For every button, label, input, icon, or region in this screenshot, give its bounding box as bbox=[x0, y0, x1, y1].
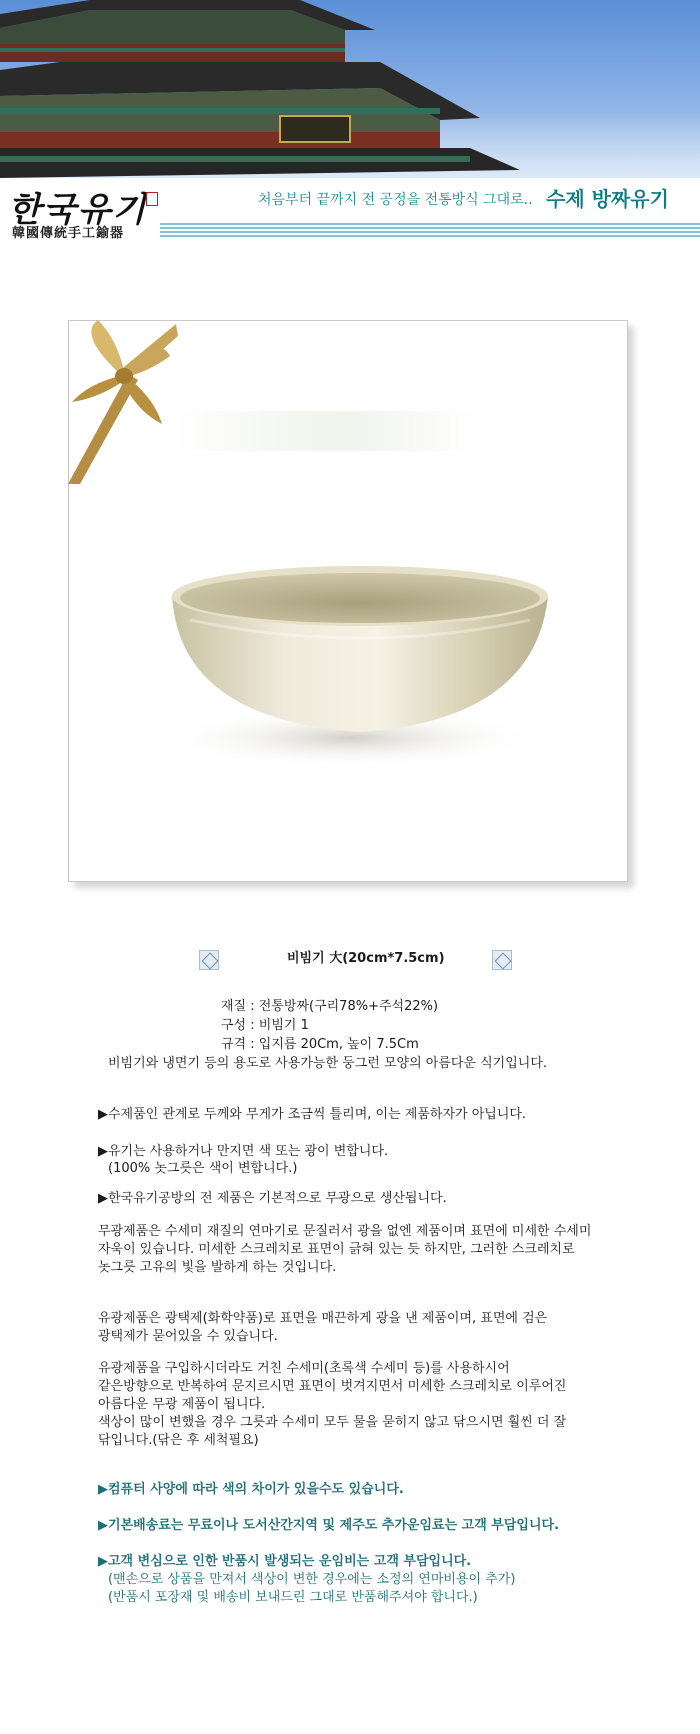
photo-highlight bbox=[175, 411, 475, 451]
ornament-icon bbox=[199, 950, 219, 970]
brass-bowl-image bbox=[150, 560, 570, 775]
footer-note-color: ▶컴퓨터 사양에 따라 색의 차이가 있을수도 있습니다. bbox=[98, 1482, 404, 1497]
footer-note-return: ▶고객 변심으로 인한 반품시 발생되는 운임비는 고객 부담입니다. bbox=[98, 1554, 472, 1569]
header-banner bbox=[0, 0, 700, 178]
care-paragraph-line: 닦입니다.(닦은 후 세척필요) bbox=[98, 1433, 259, 1448]
logo-text: 한국유기 bbox=[8, 190, 148, 230]
product-description: 비빔기와 냉면기 등의 용도로 사용가능한 둥그런 모양의 아름다운 식기입니다. bbox=[108, 1056, 548, 1071]
logo-subtitle: 韓國傳統手工鍮器 bbox=[12, 226, 125, 241]
care-paragraph-line: 아름다운 무광 제품이 됩니다. bbox=[98, 1397, 266, 1412]
notice-matte: ▶한국유기공방의 전 제품은 기본적으로 무광으로 생산됩니다. bbox=[98, 1191, 447, 1206]
matte-paragraph-line: 무광제품은 수세미 재질의 연마기로 문질러서 광을 없엔 제품이며 표면에 미세한 수세미 bbox=[98, 1224, 592, 1239]
product-material: 재질 : 전통방짜(구리78%+주석22%) bbox=[221, 999, 439, 1014]
footer-note-return-detail: (반품시 포장재 및 배송비 보내드린 그대로 반품해주셔야 합니다.) bbox=[108, 1590, 478, 1605]
brand-strip bbox=[0, 178, 700, 240]
gloss-paragraph-line: 유광제품은 광택제(화학약품)로 표면을 매끈하게 광을 낸 제품이며, 표면에 검은 bbox=[98, 1311, 548, 1326]
ornament-icon bbox=[492, 950, 512, 970]
slogan: 처음부터 끝까지 전 공정을 전통방식 그대로.. bbox=[258, 192, 533, 208]
palace-roof-image bbox=[0, 0, 700, 178]
slogan-emphasis: 수제 방짜유기 bbox=[546, 187, 669, 211]
matte-paragraph-line: 놋그릇 고유의 빛을 발하게 하는 것입니다. bbox=[98, 1260, 337, 1275]
stripe-divider bbox=[160, 223, 700, 237]
product-size: 규격 : 입지름 20Cm, 높이 7.5Cm bbox=[221, 1037, 419, 1052]
care-paragraph-line: 같은방향으로 반복하여 문지르시면 표면이 벗겨지면서 미세한 스크레치로 이루어진 bbox=[98, 1379, 567, 1394]
care-paragraph-line: 색상이 많이 변했을 경우 그릇과 수세미 모두 물을 묻히지 않고 닦으시면 훨씬 더 잘 bbox=[98, 1415, 567, 1430]
matte-paragraph-line: 자욱이 있습니다. 미세한 스크레치로 표면이 긁혀 있는 듯 하지만, 그러한 스크레치로 bbox=[98, 1242, 575, 1257]
product-composition: 구성 : 비빔기 1 bbox=[221, 1018, 309, 1033]
product-name: 비빔기 大(20cm*7.5cm) bbox=[287, 951, 445, 966]
footer-note-shipping: ▶기본배송료는 무료이나 도서산간지역 및 제주도 추가운임료는 고객 부담입니다. bbox=[98, 1518, 560, 1533]
notice-handmade: ▶수제품인 관계로 두께와 무게가 조금씩 틀리며, 이는 제품하자가 아닙니다. bbox=[98, 1107, 527, 1122]
gift-ribbon-icon bbox=[58, 314, 178, 484]
notice-color-change: ▶유기는 사용하거나 만지면 색 또는 광이 변합니다. bbox=[98, 1144, 389, 1159]
notice-color-change-note: (100% 놋그릇은 색이 변합니다.) bbox=[108, 1161, 298, 1176]
care-paragraph-line: 유광제품을 구입하시더라도 거친 수세미(초록색 수세미 등)를 사용하시어 bbox=[98, 1361, 510, 1376]
gloss-paragraph-line: 광택제가 묻어있을 수 있습니다. bbox=[98, 1329, 278, 1344]
seal-icon bbox=[146, 192, 158, 206]
footer-note-return-detail: (맨손으로 상품을 만져서 색상이 변한 경우에는 소정의 연마비용이 추가) bbox=[108, 1572, 516, 1587]
